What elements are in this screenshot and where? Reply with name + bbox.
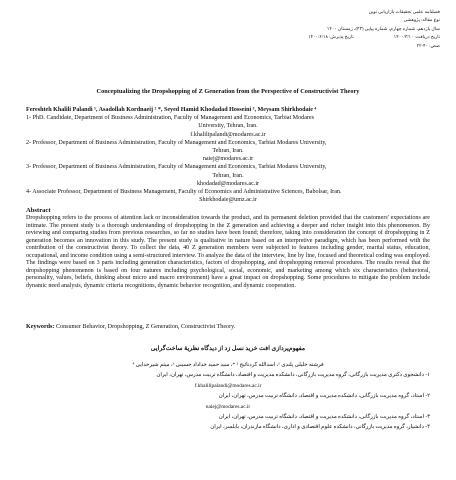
- keywords-label: Keywords:: [26, 324, 55, 330]
- abstract-heading: Abstract: [26, 207, 51, 214]
- affiliation-3-cont: Tehran, Iran.: [212, 172, 244, 179]
- email-1: f.khalilipalandi@modares.ac.ir: [190, 131, 266, 138]
- persian-email-1: f.khalilipalandi@modares.ac.ir: [194, 382, 262, 389]
- author-names: Fereshteh Khalili Palandi ¹, Asadollah Kordnaeij ² *, Seyed Hamid Khodadad Hosseini ³, Meysam Shirkhodaie ⁴: [26, 107, 317, 113]
- persian-affiliation-3: ۳- استاد، گروه مدیریت بازرگانی، دانشکده مدیریت و اقتصاد، دانشگاه تربیت مدرس، تهران، ایران: [218, 414, 430, 421]
- persian-author-names: فرشته خلیلی پلندی ¹، اسدالله کردنائیج ² *، سید حمید خداداد حسینی ³، میثم شیرخدایی ⁴: [132, 362, 324, 368]
- keywords-line: [26, 324, 430, 330]
- persian-title: مفهوم‌پردازی افت خرید نسل زد از دیدگاه نظریهٔ ساخت‌گرایی: [150, 345, 306, 352]
- dates-row: [16, 33, 440, 41]
- abstract-body: Dropshopping refers to the process of attention lack or inconsideration towards the product, and its permanent deletion provided that the customers' expectations are intimate. The present study is a thorough understanding of dropshopping in the Z generation and achieving a deeper and richer insight into this phenomenon. By reviewing and comparing studies from previous researches, so far no studies have been found; therefore, taking into consideration the concept of dropshopping in Z generation becomes an innovation in this study. The present study is qualitative in nature based on an interpretive paradigm, which has been performed with the contribution of the constructivist theory. To collect the data, 40 Z generation members were subjected to features including gender, marital status, education, occupational, and income condition using a semi-structured interview. To analyze the data of the interview, line by line, focused and theoretical coding was employed. The findings were based on 3 parts including generation characteristics, factors of dropshopping, and dropshopping removal procedures. The results reveal that the dropshopping phenomenon is based on four natures including psychological, social, economic, and marketing among which six characteristics (behavioral, personality, values, beliefs, thinking about micro and macro environment) have a great impact on dropshopping. Some procedures to mitigate the problem include dynamic need analysis, dynamic criteria recognitions, dynamic behavior recognition, and dynamic cooperation.: [26, 215, 430, 289]
- persian-email-2: naiej@modares.ac.ir: [205, 403, 251, 410]
- affiliation-1: 1- PhD. Candidate, Department of Business Administration, Faculty of Management and Economics, Tarbiat Modares: [26, 115, 315, 122]
- persian-affiliation-4: ۴- دانشیار، گروه مدیریت بازرگانی، دانشکده علوم اقتصادی و اداری، دانشگاه مازندران، بابلسر، ایران: [210, 424, 430, 431]
- english-title: Conceptualizing the Dropshopping of Z Generation from the Perspective of Constructivist Theory: [96, 88, 360, 95]
- accepted-date: تاریخ پذیرش: ۱۴۰۰/۶/۱۸: [308, 34, 354, 40]
- keywords-text: Consumer Behavior, Dropshopping, Z Generation, Constructivist Theory.: [55, 324, 236, 330]
- email-4: Shirkhodaie@umz.ac.ir: [199, 197, 257, 204]
- affiliation-4: 4- Associate Professor, Department of Business Management, Faculty of Economics and Administrative Sciences, Babolsar, Iran.: [26, 189, 342, 196]
- paper-type: نوع مقاله: پژوهشی: [403, 17, 440, 23]
- journal-meta: [16, 8, 440, 50]
- affiliation-3: 3- Professor, Department of Business Administration, Faculty of Management and Economics, Tarbiat Modares University,: [26, 164, 327, 171]
- english-authors: [26, 106, 430, 204]
- affiliation-1-cont: University, Tehran, Iran.: [198, 123, 258, 130]
- email-3: khodadad@modares.ac.ir: [196, 180, 260, 187]
- received-date: تاریخ دریافت: ۱۴۰۰/۳/۱۰: [393, 34, 440, 40]
- issue-info: سال یازدهم، شماره چهارم، شماره پیاپی (۴۳)، زمستان ۱۴۰۰: [326, 25, 440, 31]
- persian-affiliation-2: ۲- استاد، گروه مدیریت بازرگانی، دانشکده مدیریت و اقتصاد، دانشگاه تربیت مدرس، تهران، ایران: [218, 393, 430, 400]
- email-2: naiej@modares.ac.ir: [202, 156, 254, 163]
- page-range: صص: ۴۰-۲۲: [416, 42, 440, 48]
- affiliation-2: 2- Professor, Department of Business Administration, Faculty of Management and Economics, Tarbiat Modares University,: [26, 139, 327, 146]
- journal-name: فصلنامه علمی تحقیقات بازاریابی نوین: [368, 9, 440, 14]
- persian-authors: [26, 360, 430, 433]
- affiliation-2-cont: Tehran, Iran.: [212, 148, 244, 155]
- persian-affiliation-1: ۱- دانشجوی دکتری مدیریت بازرگانی، گروه مدیریت بازرگانی، دانشکده مدیریت و اقتصاد، دانشگاه تربیت مدرس، تهران، ایران: [156, 372, 430, 379]
